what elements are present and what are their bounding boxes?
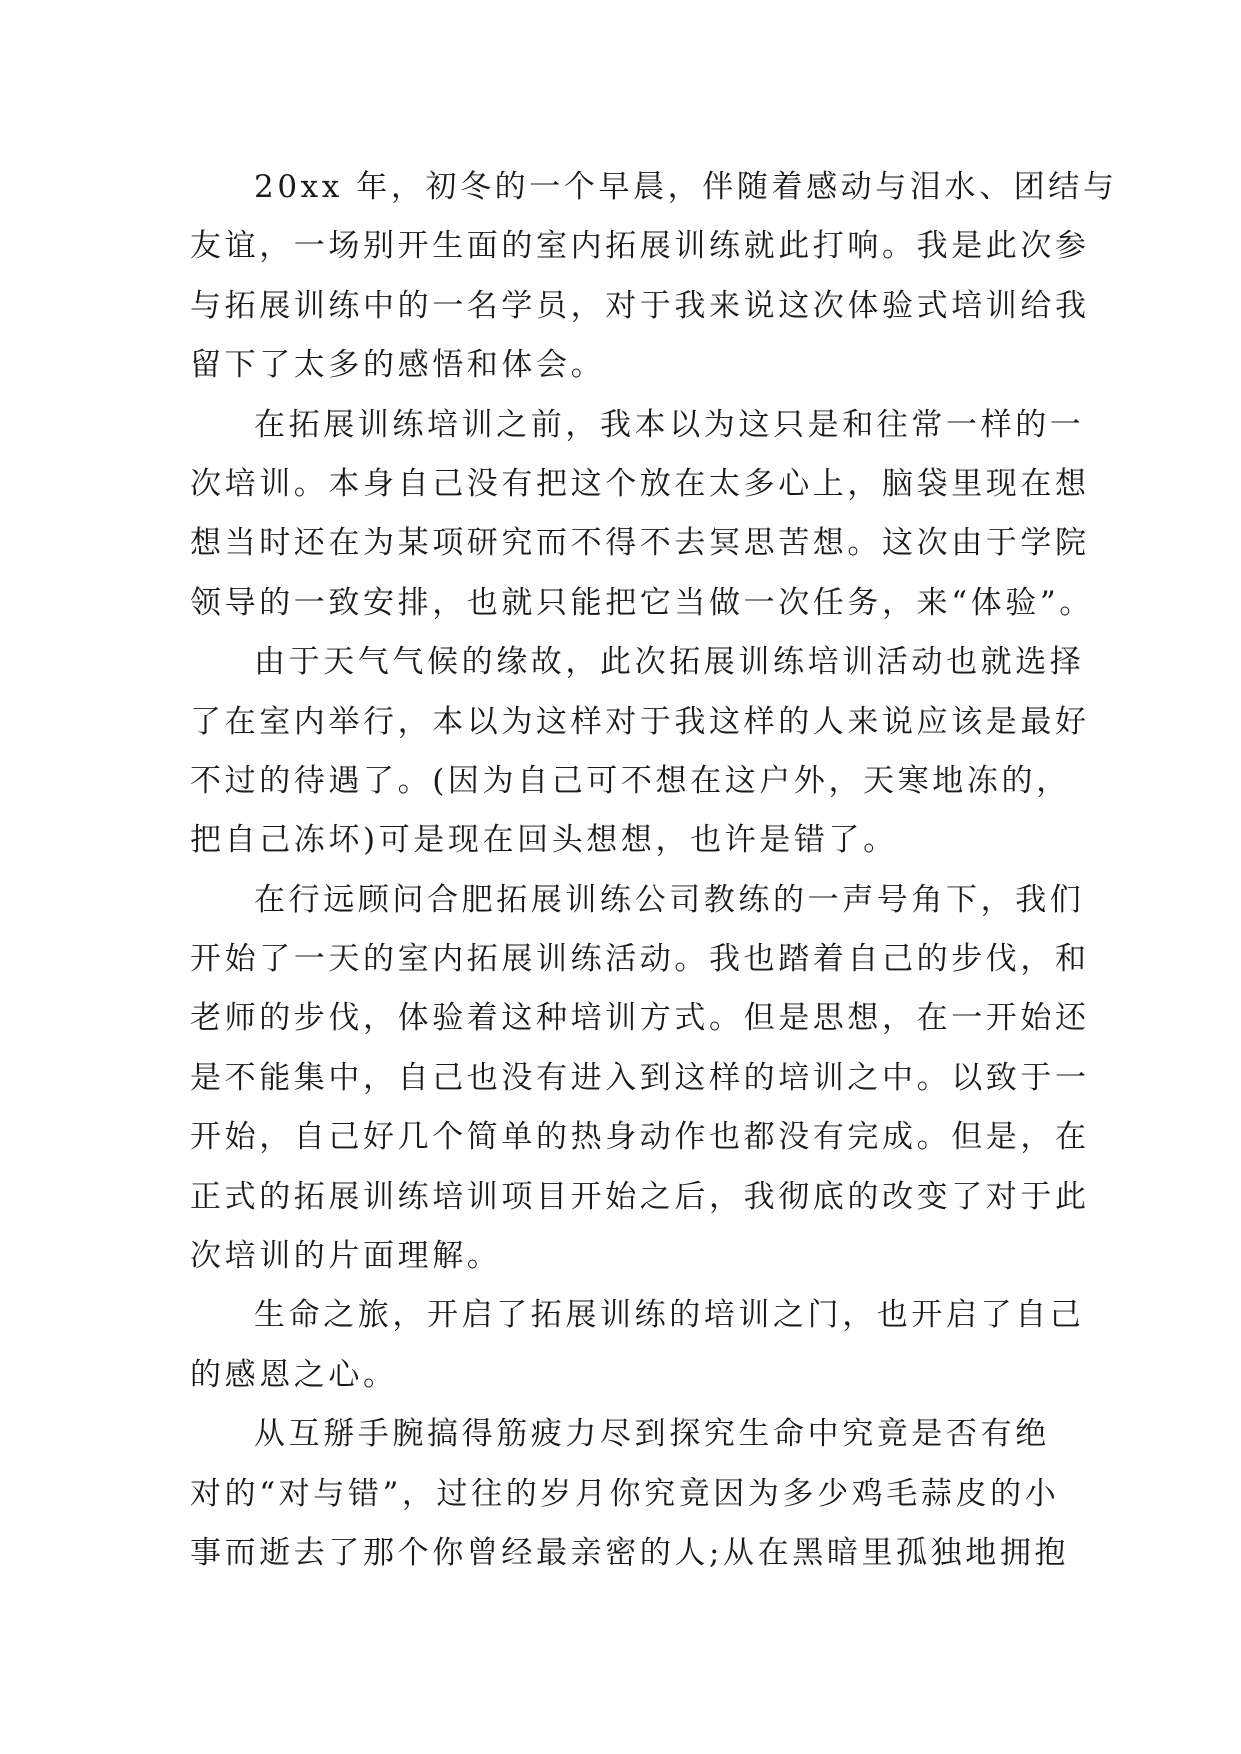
- text-line: 次培训的片面理解。: [190, 1238, 502, 1275]
- text-line: 20xx 年，初冬的一个早晨，伴随着感动与泪水、团结与: [254, 169, 1118, 205]
- text-line: 在行远顾问合肥拓展训练公司教练的一声号角下，我们: [254, 881, 1085, 918]
- text-line: 的感恩之心。: [190, 1356, 398, 1393]
- text-line: 与拓展训练中的一名学员，对于我来说这次体验式培训给我: [190, 287, 1090, 324]
- text-line: 事而逝去了那个你曾经最亲密的人;从在黑暗里孤独地拥抱: [190, 1534, 1070, 1571]
- text-line: 想当时还在为某项研究而不得不去冥思苦想。这次由于学院: [190, 525, 1090, 562]
- text-line: 是不能集中，自己也没有进入到这样的培训之中。以致于一: [190, 1059, 1090, 1096]
- text-line: 领导的一致安排，也就只能把它当做一次任务，来“体验”。: [190, 584, 1094, 621]
- text-line: 对的“对与错”，过往的岁月你究竟因为多少鸡毛蒜皮的小: [190, 1475, 1060, 1512]
- text-line: 生命之旅，开启了拓展训练的培训之门，也开启了自己: [254, 1297, 1085, 1334]
- text-line: 在拓展训练培训之前，我本以为这只是和往常一样的一: [254, 406, 1085, 443]
- document-body: [190, 158, 1118, 1583]
- text-line: 友谊，一场别开生面的室内拓展训练就此打响。我是此次参: [190, 228, 1090, 265]
- text-line: 由于天气气候的缘故，此次拓展训练培训活动也就选择: [254, 644, 1085, 681]
- text-line: 开始了一天的室内拓展训练活动。我也踏着自己的步伐，和: [190, 941, 1090, 978]
- text-line: 了在室内举行，本以为这样对于我这样的人来说应该是最好: [190, 703, 1090, 740]
- text-line: 留下了太多的感悟和体会。: [190, 347, 606, 384]
- text-line: 正式的拓展训练培训项目开始之后，我彻底的改变了对于此: [190, 1178, 1090, 1215]
- text-line: 老师的步伐，体验着这种培训方式。但是思想，在一开始还: [190, 1000, 1090, 1037]
- text-line: 开始，自己好几个简单的热身动作也都没有完成。但是，在: [190, 1119, 1090, 1156]
- text-line: 不过的待遇了。(因为自己可不想在这户外，天寒地冻的，: [190, 762, 1071, 799]
- text-line: 从互掰手腕搞得筋疲力尽到探究生命中究竟是否有绝: [254, 1416, 1050, 1453]
- text-line: 把自己冻坏)可是现在回头想想，也许是错了。: [190, 822, 898, 859]
- text-line: 次培训。本身自己没有把这个放在太多心上，脑袋里现在想: [190, 465, 1090, 502]
